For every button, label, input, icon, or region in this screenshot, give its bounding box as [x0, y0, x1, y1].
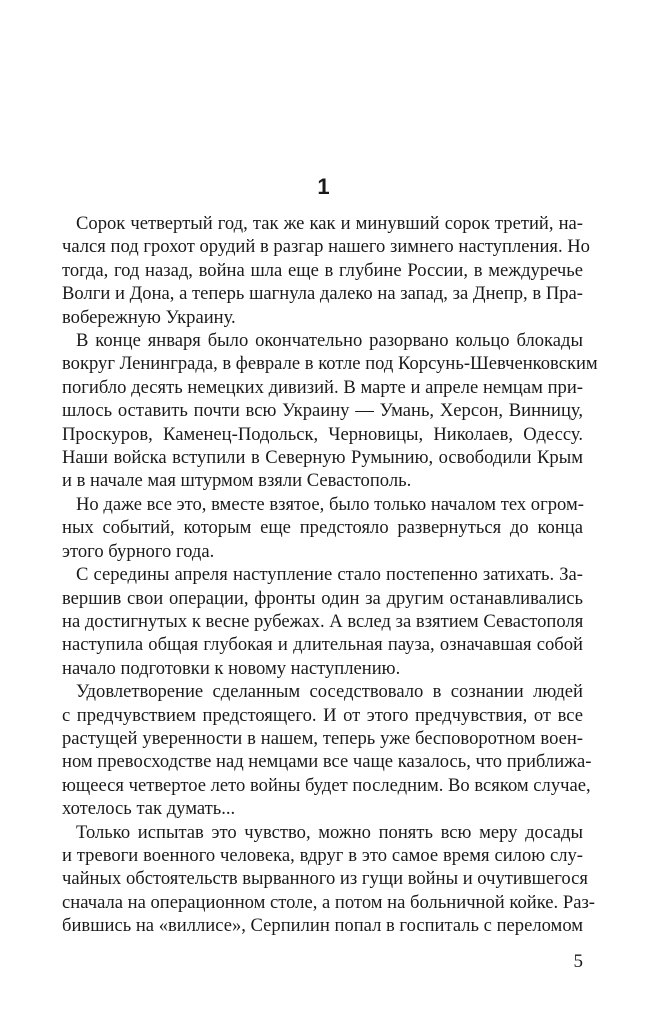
text-line: Проскуров, Каменец-Подольск, Черновицы, Николаев, Одессу. — [62, 423, 583, 445]
text-line: хотелось так думать... — [62, 798, 236, 820]
paragraph — [62, 212, 590, 329]
text-line: ющееся четвертое лето войны будет последним. Во всяком случае, — [62, 774, 591, 796]
text-line: С середины апреля наступление стало постепенно затихать. За- — [76, 564, 583, 586]
text-line: этого бурного года. — [62, 540, 215, 562]
text-line: В конце января было окончательно разорвано кольцо блокады — [76, 330, 583, 352]
text-line: на достигнутых к весне рубежах. А вслед за взятием Севастополя — [62, 610, 584, 632]
text-line: Удовлетворение сделанным соседствовало в сознании людей — [76, 681, 583, 703]
text-line: наступила общая глубокая и длительная пауза, означавшая собой — [62, 634, 583, 656]
text-line: и тревоги военного человека, вдруг в это самое время силою слу- — [62, 844, 583, 866]
text-line: сначала на операционном столе, а потом на больничной койке. Раз- — [62, 891, 595, 913]
text-line: Только испытав это чувство, можно понять всю меру досады — [76, 821, 583, 843]
text-line: вершив свои операции, фронты один за другим останавливались — [62, 587, 583, 609]
text-line: начало подготовки к новому наступлению. — [62, 657, 401, 679]
paragraph — [62, 493, 583, 563]
text-line: вобережную Украину. — [62, 306, 236, 328]
text-line: и в начале мая штурмом взяли Севастополь. — [62, 470, 412, 492]
text-line: с предчувствием предстоящего. И от этого предчувствия, от все — [62, 704, 583, 726]
text-line: ном превосходстве над немцами все чаще казалось, что приближа- — [62, 751, 592, 773]
text-line: ных событий, которым еще предстояло развернуться до конца — [62, 517, 583, 539]
paragraph — [62, 563, 583, 680]
body-text — [62, 212, 598, 938]
text-line: бившись на «виллисе», Серпилин попал в госпиталь с переломом — [62, 915, 584, 937]
text-line: Сорок четвертый год, так же как и минувший сорок третий, на- — [76, 213, 583, 234]
text-line: чался под грохот орудий в разгар нашего зимнего наступления. Но — [62, 236, 590, 258]
paragraph — [62, 821, 595, 938]
text-line: вокруг Ленинграда, в феврале в котле под Корсунь-Шевченковским — [62, 353, 598, 375]
text-line: Но даже все это, вместе взятое, было только началом тех огром- — [76, 493, 584, 515]
text-line: Наши войска вступили в Северную Румынию, освободили Крым — [62, 447, 583, 469]
page-number: 5 — [573, 951, 583, 972]
text-line: погибло десять немецких дивизий. В марте и апреле немцам при- — [62, 376, 583, 398]
text-line: чайных обстоятельств вырванного из гущи войны и очутившегося — [62, 868, 588, 890]
paragraph — [62, 329, 598, 493]
text-line: растущей уверенности в нашем, теперь уже бесповоротном воен- — [62, 727, 583, 749]
paragraph — [62, 680, 592, 820]
text-line: тогда, год назад, война шла еще в глубине России, в междуречье — [62, 259, 583, 281]
text-line: шлось оставить почти всю Украину — Умань, Херсон, Винницу, — [62, 400, 583, 422]
chapter-number: 1 — [317, 174, 330, 199]
text-line: Волги и Дона, а теперь шагнула далеко на запад, за Днепр, в Пра- — [62, 283, 583, 305]
